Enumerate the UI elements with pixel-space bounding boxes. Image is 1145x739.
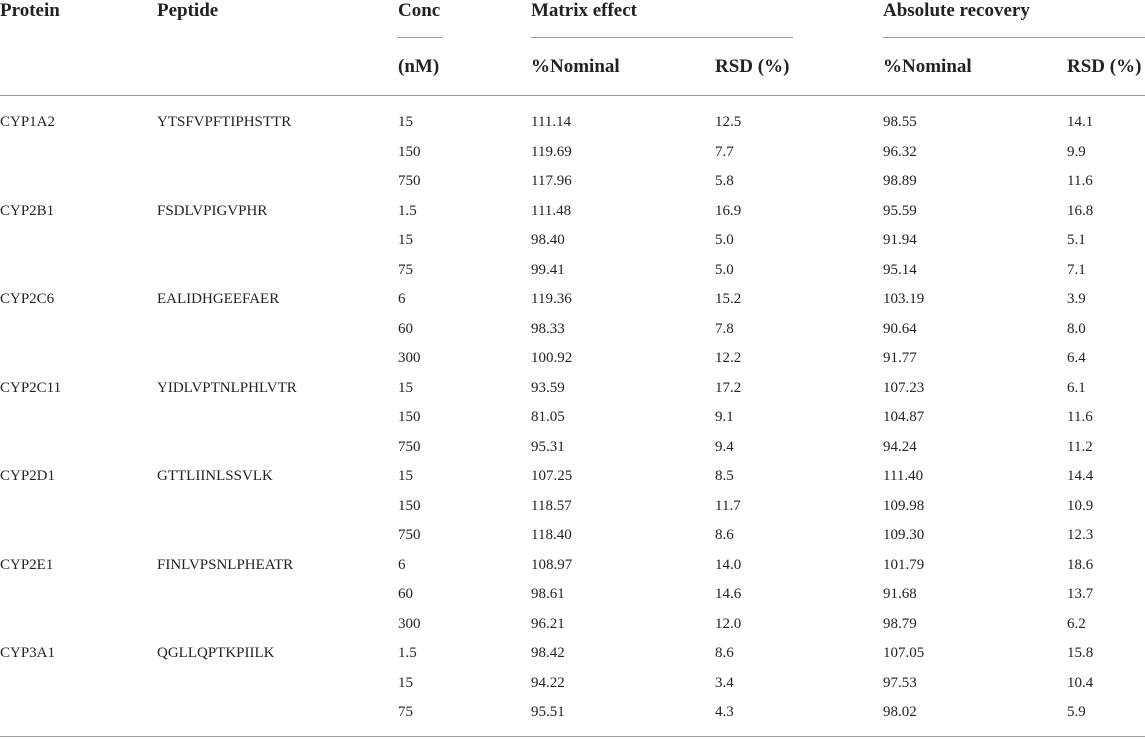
cell-me-nominal: 117.96	[531, 173, 572, 189]
cell-me-rsd: 17.2	[715, 379, 742, 396]
cell-ar-rsd: 10.9	[1067, 497, 1094, 514]
cell-me-nominal: 98.40	[531, 232, 565, 248]
cell-protein: CYP2D1	[0, 468, 56, 484]
cell-conc: 6	[398, 556, 406, 573]
header-conc-unit: (nM)	[398, 56, 440, 77]
cell-me-rsd: 8.5	[715, 468, 734, 484]
cell-ar-rsd: 16.8	[1067, 202, 1094, 219]
cell-me-rsd: 7.7	[715, 143, 734, 160]
cell-me-rsd: 9.1	[715, 409, 734, 425]
cell-me-rsd: 12.2	[715, 350, 742, 366]
cell-me-nominal: 118.40	[531, 527, 572, 543]
cell-me-rsd: 5.0	[715, 261, 734, 278]
cell-ar-rsd: 11.2	[1067, 438, 1093, 455]
cell-ar-nominal: 109.30	[883, 527, 925, 543]
cell-ar-nominal: 101.79	[883, 556, 925, 573]
cell-me-nominal: 99.41	[531, 261, 565, 278]
cell-me-rsd: 4.3	[715, 704, 734, 720]
cell-protein: CYP1A2	[0, 114, 56, 130]
cell-conc: 150	[398, 497, 421, 514]
header-matrix-effect: Matrix effect	[531, 0, 638, 21]
cell-conc: 75	[398, 261, 413, 278]
cell-ar-nominal: 107.05	[883, 645, 925, 661]
cell-ar-rsd: 18.6	[1067, 556, 1094, 573]
cell-conc: 750	[398, 438, 421, 455]
cell-me-rsd: 8.6	[715, 527, 734, 543]
matrix-effect-header-rule	[531, 37, 793, 38]
cell-me-rsd: 12.0	[715, 615, 742, 632]
cell-conc: 15	[398, 114, 413, 130]
cell-me-rsd: 8.6	[715, 645, 734, 661]
cell-ar-rsd: 6.2	[1067, 615, 1086, 632]
cell-peptide: FINLVPSNLPHEATR	[157, 556, 294, 573]
cell-conc: 15	[398, 674, 413, 691]
cell-ar-rsd: 3.9	[1067, 291, 1086, 307]
cell-ar-nominal: 98.89	[883, 173, 917, 189]
cell-conc: 1.5	[398, 202, 417, 219]
cell-me-rsd: 12.5	[715, 114, 742, 130]
cell-me-rsd: 16.9	[715, 202, 742, 219]
cell-conc: 60	[398, 586, 413, 602]
cell-protein: CYP2E1	[0, 556, 54, 573]
cell-ar-rsd: 14.1	[1067, 114, 1094, 130]
header-absolute-recovery: Absolute recovery	[883, 0, 1030, 21]
cell-ar-nominal: 98.55	[883, 114, 917, 130]
cell-me-nominal: 93.59	[531, 379, 565, 396]
cell-ar-nominal: 103.19	[883, 291, 925, 307]
cell-peptide: YTSFVPFTIPHSTTR	[157, 114, 292, 130]
cell-me-nominal: 98.42	[531, 645, 565, 661]
cell-protein: CYP2C11	[0, 379, 62, 396]
cell-peptide: FSDLVPIGVPHR	[157, 202, 268, 219]
cell-peptide: EALIDHGEEFAER	[157, 291, 280, 307]
cell-ar-rsd: 10.4	[1067, 674, 1094, 691]
cell-peptide: GTTLIINLSSVLK	[157, 468, 273, 484]
cell-peptide: YIDLVPTNLPHLVTR	[157, 379, 297, 396]
conc-header-rule	[398, 37, 442, 38]
cell-ar-nominal: 107.23	[883, 379, 925, 396]
cell-me-nominal: 108.97	[531, 556, 573, 573]
cell-ar-rsd: 7.1	[1067, 261, 1086, 278]
cell-me-nominal: 119.36	[531, 291, 572, 307]
cell-ar-rsd: 6.1	[1067, 379, 1086, 396]
cell-me-rsd: 5.8	[715, 173, 734, 189]
cell-ar-nominal: 91.68	[883, 586, 917, 602]
cell-me-rsd: 14.0	[715, 556, 742, 573]
cell-ar-rsd: 15.8	[1067, 645, 1094, 661]
cell-protein: CYP2C6	[0, 291, 55, 307]
cell-protein: CYP3A1	[0, 645, 56, 661]
cell-ar-rsd: 5.9	[1067, 704, 1086, 720]
header-bottom-rule	[0, 95, 1145, 96]
cell-ar-nominal: 98.02	[883, 704, 917, 720]
header-me-nominal: %Nominal	[531, 56, 620, 77]
cell-peptide: QGLLQPTKPIILK	[157, 645, 275, 661]
cell-conc: 15	[398, 232, 413, 248]
cell-ar-nominal: 95.14	[883, 261, 917, 278]
cell-ar-nominal: 98.79	[883, 615, 917, 632]
cell-me-nominal: 118.57	[531, 497, 572, 514]
cell-conc: 6	[398, 291, 406, 307]
cell-ar-nominal: 104.87	[883, 409, 925, 425]
cell-ar-nominal: 90.64	[883, 320, 917, 337]
cell-ar-rsd: 11.6	[1067, 409, 1093, 425]
cell-ar-nominal: 109.98	[883, 497, 925, 514]
cell-me-rsd: 15.2	[715, 291, 742, 307]
cell-ar-nominal: 97.53	[883, 674, 917, 691]
cell-ar-nominal: 91.94	[883, 232, 917, 248]
cell-me-rsd: 7.8	[715, 320, 734, 337]
cell-me-nominal: 98.61	[531, 586, 565, 602]
cell-me-nominal: 111.14	[531, 114, 572, 130]
cell-ar-nominal: 111.40	[883, 468, 924, 484]
cell-ar-rsd: 6.4	[1067, 350, 1086, 366]
header-ar-nominal: %Nominal	[883, 56, 972, 77]
cell-me-rsd: 9.4	[715, 438, 734, 455]
cell-conc: 1.5	[398, 645, 417, 661]
header-me-rsd: RSD (%)	[715, 56, 790, 77]
header-protein: Protein	[0, 0, 60, 21]
cell-me-nominal: 96.21	[531, 615, 565, 632]
header-conc: Conc	[398, 0, 441, 21]
cell-ar-nominal: 96.32	[883, 143, 917, 160]
cell-conc: 750	[398, 527, 421, 543]
cell-conc: 75	[398, 704, 413, 720]
cell-conc: 300	[398, 350, 421, 366]
cell-ar-rsd: 13.7	[1067, 586, 1094, 602]
cell-me-rsd: 11.7	[715, 497, 741, 514]
cell-conc: 15	[398, 379, 413, 396]
absolute-recovery-header-rule	[883, 37, 1145, 38]
cell-ar-rsd: 11.6	[1067, 173, 1093, 189]
cell-me-nominal: 100.92	[531, 350, 573, 366]
header-ar-rsd: RSD (%)	[1067, 56, 1142, 77]
table-bottom-rule	[0, 736, 1145, 737]
cell-me-nominal: 107.25	[531, 468, 573, 484]
cell-ar-nominal: 91.77	[883, 350, 917, 366]
header-peptide: Peptide	[157, 0, 219, 21]
cell-ar-rsd: 9.9	[1067, 143, 1086, 160]
cell-ar-nominal: 94.24	[883, 438, 917, 455]
cell-me-nominal: 95.31	[531, 438, 565, 455]
cell-protein: CYP2B1	[0, 202, 55, 219]
cell-conc: 150	[398, 143, 421, 160]
cell-conc: 750	[398, 173, 421, 189]
cell-me-nominal: 98.33	[531, 320, 565, 337]
cell-me-nominal: 95.51	[531, 704, 565, 720]
cell-me-nominal: 111.48	[531, 202, 572, 219]
cell-conc: 60	[398, 320, 413, 337]
cell-me-rsd: 3.4	[715, 674, 734, 691]
cell-ar-rsd: 8.0	[1067, 320, 1086, 337]
cell-conc: 150	[398, 409, 421, 425]
cell-me-rsd: 5.0	[715, 232, 734, 248]
cell-ar-rsd: 14.4	[1067, 468, 1094, 484]
cell-ar-rsd: 12.3	[1067, 527, 1094, 543]
cell-me-nominal: 119.69	[531, 143, 572, 160]
cell-me-rsd: 14.6	[715, 586, 742, 602]
cell-ar-rsd: 5.1	[1067, 232, 1086, 248]
cell-conc: 300	[398, 615, 421, 632]
cell-me-nominal: 81.05	[531, 409, 565, 425]
cell-ar-nominal: 95.59	[883, 202, 917, 219]
cell-me-nominal: 94.22	[531, 674, 565, 691]
cell-conc: 15	[398, 468, 413, 484]
